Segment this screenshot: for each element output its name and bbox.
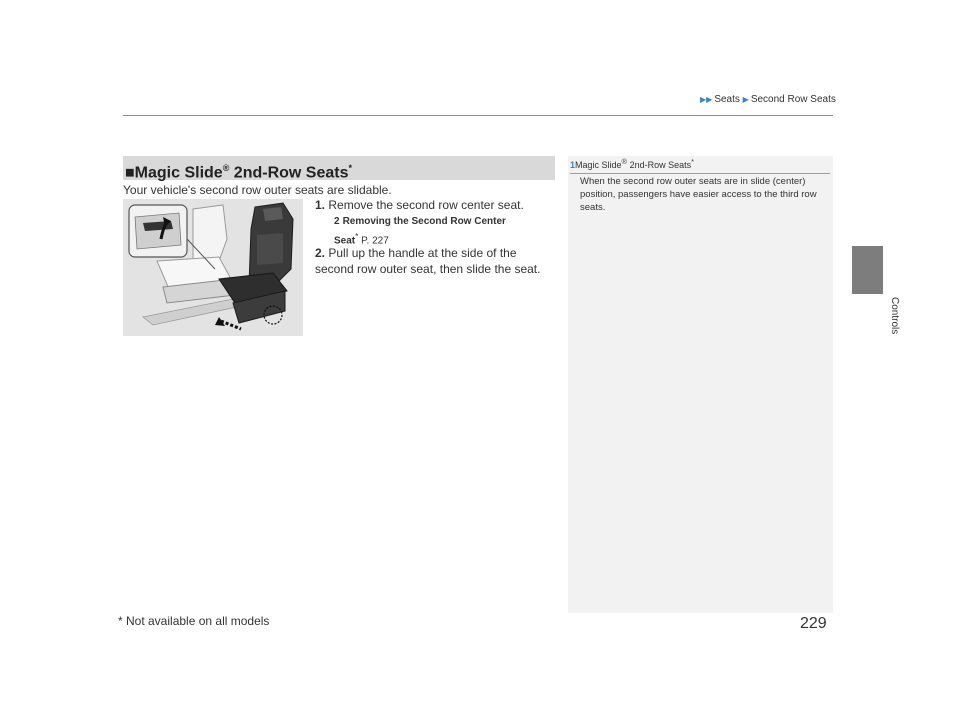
section-heading xyxy=(123,156,555,180)
step-1 xyxy=(315,198,524,212)
note-title-rest: 2nd-Row Seats xyxy=(627,160,692,170)
footnote: * Not available on all models xyxy=(118,614,270,628)
reference-asterisk: * xyxy=(355,231,359,241)
breadcrumb-item-second-row-seats[interactable]: Second Row Seats xyxy=(750,94,836,105)
breadcrumb-item-seats[interactable]: Seats xyxy=(714,94,740,105)
step-1-text: Remove the second row center seat. xyxy=(328,198,524,212)
reference-arrow-icon: 2 xyxy=(334,216,340,227)
note-title-text: Magic Slide xyxy=(575,160,622,170)
reference-title-line2: Seat xyxy=(334,235,356,247)
section-asterisk: * xyxy=(348,163,352,173)
note-body: When the second row outer seats are in slide (center) position, passengers have easier access to the third row seats. xyxy=(580,176,817,213)
section-marker: ■ xyxy=(125,164,135,182)
reference-title-line1: Removing the Second Row Center xyxy=(342,216,506,227)
cross-reference-link[interactable] xyxy=(334,214,506,248)
registered-mark: ® xyxy=(222,163,230,173)
breadcrumb-arrow-icon: ▶ xyxy=(742,95,749,104)
side-tab-marker xyxy=(852,246,883,294)
breadcrumb xyxy=(700,94,836,105)
side-tab-label: Controls xyxy=(889,297,900,335)
section-title: Magic Slide xyxy=(134,164,223,182)
step-2-text: Pull up the handle at the side of the second row outer seat, then slide the seat. xyxy=(315,246,541,276)
note-registered-mark: ® xyxy=(621,157,628,166)
section-title-rest: 2nd-Row Seats xyxy=(229,164,349,182)
step-2-number: 2. xyxy=(315,246,326,260)
note-title xyxy=(570,157,830,174)
seat-slide-illustration xyxy=(123,199,303,336)
intro-text: Your vehicle's second row outer seats are slidable. xyxy=(123,183,392,197)
page-number: 229 xyxy=(800,615,827,632)
breadcrumb-arrow-icon: ▶▶ xyxy=(700,95,713,104)
reference-page: P. 227 xyxy=(358,235,389,247)
seat-illustration xyxy=(123,199,303,336)
header-rule xyxy=(123,115,833,116)
step-2 xyxy=(315,245,555,277)
note-marker-icon: 1 xyxy=(570,160,576,170)
step-1-number: 1. xyxy=(315,198,326,212)
note-panel xyxy=(568,156,833,613)
note-asterisk: * xyxy=(691,157,695,166)
